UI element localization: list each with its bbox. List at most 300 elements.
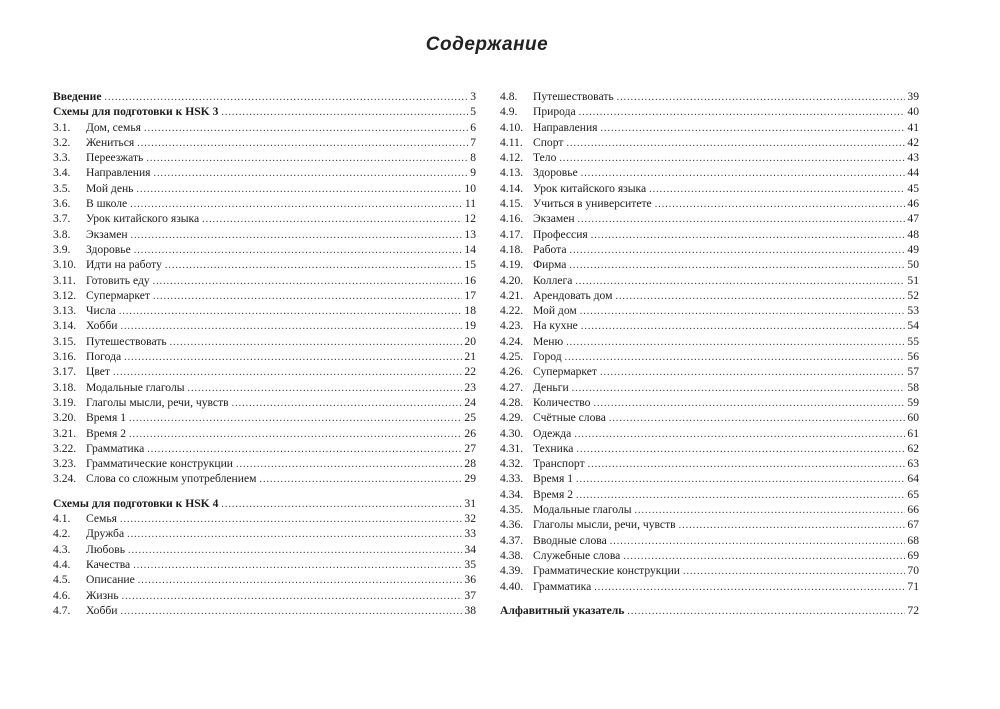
toc-section-page: 31 xyxy=(464,496,476,510)
dot-leader xyxy=(154,166,469,181)
toc-entry-title: Введение xyxy=(53,90,102,103)
toc-entry-title: Грамматические конструкции xyxy=(86,457,234,471)
toc-entry-title: Путешествовать xyxy=(533,90,614,103)
dot-leader xyxy=(153,289,462,304)
toc-entry[interactable] xyxy=(53,426,476,441)
toc-entry-page: 39 xyxy=(907,90,919,103)
dot-leader xyxy=(572,381,906,396)
toc-entry-title: Готовить еду xyxy=(86,273,150,287)
dot-leader xyxy=(601,121,906,136)
dot-leader xyxy=(128,543,462,558)
toc-entry[interactable] xyxy=(500,563,919,578)
toc-hsk3-list xyxy=(53,120,476,487)
toc-entry-number: 4.17. xyxy=(500,227,524,241)
toc-entry[interactable] xyxy=(500,533,919,548)
toc-entry[interactable] xyxy=(53,526,476,541)
toc-entry-number: 4.25. xyxy=(500,350,524,364)
dot-leader xyxy=(133,558,462,573)
toc-entry-number: 4.13. xyxy=(500,166,524,180)
toc-entry-page: 35 xyxy=(464,557,476,571)
toc-entry-title: Урок китайского языка xyxy=(533,181,647,195)
dot-leader xyxy=(566,136,905,151)
toc-hsk4-continued-list xyxy=(500,89,919,594)
toc-entry[interactable] xyxy=(500,135,919,150)
toc-entry-title: Супермаркет xyxy=(533,365,597,379)
toc-section-hsk4[interactable] xyxy=(53,496,476,511)
toc-entry-title: Качества xyxy=(86,557,131,571)
toc-entry-number: 4.6. xyxy=(53,588,71,602)
toc-entry[interactable] xyxy=(53,456,476,471)
toc-entry-number: 3.6. xyxy=(53,197,71,211)
toc-entry[interactable] xyxy=(53,135,476,150)
toc-entry-number: 3.8. xyxy=(53,227,71,241)
toc-entry[interactable] xyxy=(500,181,919,196)
toc-entry-page: 61 xyxy=(907,426,919,440)
toc-entry-title: Любовь xyxy=(86,542,125,556)
dot-leader xyxy=(635,503,906,518)
toc-entry-number: 4.9. xyxy=(500,105,518,119)
dot-leader xyxy=(576,472,905,487)
dot-leader xyxy=(594,580,905,595)
toc-entry-page: 19 xyxy=(464,319,476,333)
toc-entry-title: Дружба xyxy=(86,527,125,541)
toc-entry-page: 29 xyxy=(464,472,476,486)
toc-section-hsk3[interactable] xyxy=(53,104,476,119)
toc-entry-page: 54 xyxy=(907,319,919,333)
dot-leader xyxy=(615,289,905,304)
toc-entry-number: 3.13. xyxy=(53,304,77,318)
toc-entry-title: Направления xyxy=(533,120,598,134)
toc-entry-title: Экзамен xyxy=(533,212,575,226)
dot-leader xyxy=(120,319,462,334)
toc-entry-number: 4.16. xyxy=(500,212,524,226)
toc-entry-title: Учиться в университете xyxy=(533,197,652,211)
toc-entry-page: 6 xyxy=(470,120,476,134)
toc-entry-title: Тело xyxy=(533,151,557,165)
dot-leader xyxy=(610,534,906,549)
dot-leader xyxy=(131,228,463,243)
dot-leader xyxy=(581,166,906,181)
toc-entry-title: Экзамен xyxy=(86,227,128,241)
dot-leader xyxy=(120,604,462,619)
toc-entry-page: 20 xyxy=(464,334,476,348)
toc-entry-page: 56 xyxy=(907,350,919,364)
toc-entry-index[interactable] xyxy=(500,603,919,618)
toc-entry[interactable] xyxy=(53,334,476,349)
toc-entry-title: Деньги xyxy=(533,380,569,394)
toc-entry-title: Одежда xyxy=(533,426,572,440)
toc-entry[interactable] xyxy=(500,334,919,349)
toc-entry-title: Арендовать дом xyxy=(533,288,613,302)
dot-leader xyxy=(113,365,462,380)
toc-entry-number: 3.15. xyxy=(53,334,77,348)
toc-entry-title: Жениться xyxy=(86,135,135,149)
dot-leader xyxy=(127,527,462,542)
dot-leader xyxy=(578,212,906,227)
dot-leader xyxy=(623,549,905,564)
toc-entry-page: 11 xyxy=(464,197,476,211)
toc-entry-number: 3.20. xyxy=(53,411,77,425)
toc-entry-title: Здоровье xyxy=(533,166,578,180)
toc-entry-number: 4.33. xyxy=(500,472,524,486)
toc-entry-title: Время 1 xyxy=(533,472,574,486)
toc-entry-title: Числа xyxy=(86,304,116,318)
toc-entry-page: 10 xyxy=(464,181,476,195)
toc-entry-number: 4.22. xyxy=(500,304,524,318)
toc-entry[interactable] xyxy=(500,227,919,242)
dot-leader xyxy=(130,197,463,212)
toc-entry-number: 3.5. xyxy=(53,181,71,195)
toc-entry-number: 4.28. xyxy=(500,395,524,409)
toc-entry-title: Переезжать xyxy=(86,151,144,165)
toc-entry-title: Глаголы мысли, речи, чувств xyxy=(533,518,676,532)
toc-entry-page: 55 xyxy=(907,334,919,348)
dot-leader xyxy=(566,335,905,350)
toc-entry-title: Профессия xyxy=(533,227,588,241)
toc-entry-page: 69 xyxy=(907,548,919,562)
toc-entry-page: 41 xyxy=(907,120,919,134)
dot-leader xyxy=(593,396,905,411)
toc-section-title: Схемы для подготовки к HSK 4 xyxy=(53,496,219,510)
dot-leader xyxy=(679,518,906,533)
toc-entry[interactable] xyxy=(500,165,919,180)
dot-leader xyxy=(579,105,906,120)
dot-leader xyxy=(581,319,906,334)
toc-entry-page: 13 xyxy=(464,227,476,241)
dot-leader xyxy=(649,182,905,197)
toc-entry-number: 4.35. xyxy=(500,503,524,517)
toc-entry-number: 4.7. xyxy=(53,603,71,617)
toc-entry[interactable] xyxy=(53,303,476,318)
toc-entry-title: Грамматика xyxy=(533,579,592,593)
toc-entry-number: 3.2. xyxy=(53,135,71,149)
dot-leader xyxy=(134,243,463,258)
toc-entry-title: Мой дом xyxy=(533,304,577,318)
toc-entry[interactable] xyxy=(500,273,919,288)
toc-entry-title: Хобби xyxy=(86,603,118,617)
toc-entry-page: 38 xyxy=(464,603,476,617)
toc-entry[interactable] xyxy=(500,380,919,395)
toc-entry-title: Время 2 xyxy=(533,487,574,501)
dot-leader xyxy=(236,457,462,472)
toc-entry-title: Урок китайского языка xyxy=(86,212,200,226)
toc-entry-title: Идти на работу xyxy=(86,258,162,272)
toc-entry[interactable] xyxy=(500,288,919,303)
toc-entry-number: 4.38. xyxy=(500,548,524,562)
toc-entry[interactable] xyxy=(500,471,919,486)
toc-entry-page: 66 xyxy=(907,503,919,517)
dot-leader xyxy=(221,105,468,120)
toc-entry[interactable] xyxy=(53,257,476,272)
toc-entry-title: Вводные слова xyxy=(533,533,607,547)
toc-entry[interactable] xyxy=(53,572,476,587)
dot-leader xyxy=(129,411,462,426)
toc-entry-number: 4.37. xyxy=(500,533,524,547)
toc-entry-title: Фирма xyxy=(533,258,567,272)
toc-entry-title: Здоровье xyxy=(86,242,131,256)
toc-entry[interactable] xyxy=(53,364,476,379)
toc-entry-number: 4.2. xyxy=(53,527,71,541)
toc-entry-title: Природа xyxy=(533,105,576,119)
toc-entry-page: 23 xyxy=(464,380,476,394)
toc-entry-title: Хобби xyxy=(86,319,118,333)
toc-entry-intro[interactable] xyxy=(53,89,476,104)
toc-entry[interactable] xyxy=(53,318,476,333)
toc-entry-page: 48 xyxy=(907,227,919,241)
toc-entry-number: 4.19. xyxy=(500,258,524,272)
toc-entry-number: 4.39. xyxy=(500,564,524,578)
toc-entry-page: 42 xyxy=(907,135,919,149)
toc-entry[interactable] xyxy=(53,557,476,572)
toc-entry-page: 70 xyxy=(907,564,919,578)
toc-entry-number: 4.23. xyxy=(500,319,524,333)
toc-entry-page: 44 xyxy=(907,166,919,180)
toc-entry-page: 65 xyxy=(907,487,919,501)
toc-entry-number: 3.17. xyxy=(53,365,77,379)
toc-entry-title: В школе xyxy=(86,197,128,211)
dot-leader xyxy=(591,228,906,243)
toc-entry-page: 72 xyxy=(907,603,919,617)
dot-leader xyxy=(580,304,906,319)
toc-entry-title: Слова со сложным употреблением xyxy=(86,472,257,486)
toc-entry-number: 4.1. xyxy=(53,512,71,526)
toc-entry[interactable] xyxy=(53,410,476,425)
toc-entry[interactable] xyxy=(53,603,476,618)
toc-entry[interactable] xyxy=(500,456,919,471)
toc-entry-title: Описание xyxy=(86,573,135,587)
toc-entry-page: 22 xyxy=(464,365,476,379)
toc-entry[interactable] xyxy=(53,120,476,135)
dot-leader xyxy=(576,442,905,457)
dot-leader xyxy=(137,136,468,151)
toc-entry[interactable] xyxy=(500,395,919,410)
dot-leader xyxy=(146,151,468,166)
toc-entry[interactable] xyxy=(500,211,919,226)
toc-entry[interactable] xyxy=(500,548,919,563)
dot-leader xyxy=(119,304,463,319)
toc-entry-page: 25 xyxy=(464,411,476,425)
toc-entry[interactable] xyxy=(500,303,919,318)
toc-entry-page: 53 xyxy=(907,304,919,318)
toc-entry-number: 4.15. xyxy=(500,197,524,211)
toc-entry-title: Счётные слова xyxy=(533,411,606,425)
toc-entry-title: Семья xyxy=(86,512,117,526)
toc-entry-number: 3.21. xyxy=(53,426,77,440)
dot-leader xyxy=(129,427,462,442)
toc-entry-page: 43 xyxy=(907,151,919,165)
toc-entry-number: 3.1. xyxy=(53,120,71,134)
toc-entry-title: Мой день xyxy=(86,181,134,195)
dot-leader xyxy=(232,396,463,411)
toc-entry[interactable] xyxy=(53,511,476,526)
toc-entry-number: 3.10. xyxy=(53,258,77,272)
toc-entry-number: 4.8. xyxy=(500,90,518,103)
toc-entry[interactable] xyxy=(53,542,476,557)
toc-entry-number: 4.4. xyxy=(53,557,71,571)
toc-entry-title: Цвет xyxy=(86,365,110,379)
toc-entry[interactable] xyxy=(500,364,919,379)
toc-entry-title: Грамматика xyxy=(86,441,145,455)
toc-entry[interactable] xyxy=(500,349,919,364)
toc-entry-title: Коллега xyxy=(533,273,573,287)
toc-entry-number: 3.3. xyxy=(53,151,71,165)
toc-entry-number: 4.30. xyxy=(500,426,524,440)
toc-entry-title: Работа xyxy=(533,242,567,256)
toc-entry-page: 52 xyxy=(907,288,919,302)
toc-entry-page: 71 xyxy=(907,579,919,593)
toc-entry-title: Погода xyxy=(86,350,122,364)
toc-entry-title: Алфавитный указатель xyxy=(500,603,625,617)
toc-entry-page: 28 xyxy=(464,457,476,471)
toc-entry-title: На кухне xyxy=(533,319,578,333)
toc-entry-title: Направления xyxy=(86,166,151,180)
toc-entry-number: 3.7. xyxy=(53,212,71,226)
toc-entry-number: 3.23. xyxy=(53,457,77,471)
toc-entry[interactable] xyxy=(500,196,919,211)
toc-entry-page: 40 xyxy=(907,105,919,119)
toc-entry-number: 4.29. xyxy=(500,411,524,425)
toc-entry-title: Техника xyxy=(533,441,574,455)
toc-entry-number: 3.18. xyxy=(53,380,77,394)
toc-entry[interactable] xyxy=(500,257,919,272)
toc-entry-page: 3 xyxy=(470,90,476,103)
toc-entry[interactable] xyxy=(500,426,919,441)
toc-entry[interactable] xyxy=(53,242,476,257)
toc-entry[interactable] xyxy=(53,349,476,364)
toc-entry[interactable] xyxy=(53,165,476,180)
toc-entry[interactable] xyxy=(500,410,919,425)
toc-entry-number: 4.24. xyxy=(500,334,524,348)
toc-entry[interactable] xyxy=(53,211,476,226)
dot-leader xyxy=(565,350,906,365)
toc-entry-number: 4.32. xyxy=(500,457,524,471)
toc-entry-page: 18 xyxy=(464,304,476,318)
toc-entry-number: 4.40. xyxy=(500,579,524,593)
toc-entry-title: Путешествовать xyxy=(86,334,167,348)
toc-entry-page: 9 xyxy=(470,166,476,180)
toc-entry-page: 68 xyxy=(907,533,919,547)
toc-entry[interactable] xyxy=(500,579,919,594)
toc-entry[interactable] xyxy=(53,150,476,165)
toc-entry-number: 4.18. xyxy=(500,242,524,256)
dot-leader xyxy=(574,427,905,442)
toc-entry-title: Жизнь xyxy=(86,588,119,602)
dot-leader xyxy=(559,151,905,166)
toc-entry-page: 26 xyxy=(464,426,476,440)
toc-entry[interactable] xyxy=(500,318,919,333)
toc-entry-number: 3.4. xyxy=(53,166,71,180)
toc-entry-number: 3.24. xyxy=(53,472,77,486)
toc-entry[interactable] xyxy=(500,120,919,135)
dot-leader xyxy=(609,411,906,426)
toc-right-column xyxy=(500,89,919,618)
toc-entry-page: 50 xyxy=(907,258,919,272)
toc-entry-number: 4.3. xyxy=(53,542,71,556)
toc-entry-number: 4.11. xyxy=(500,135,523,149)
toc-entry-page: 33 xyxy=(464,527,476,541)
toc-entry-title: Время 2 xyxy=(86,426,127,440)
toc-entry-page: 7 xyxy=(470,135,476,149)
toc-entry-page: 27 xyxy=(464,441,476,455)
toc-entry[interactable] xyxy=(53,471,476,486)
toc-entry-page: 17 xyxy=(464,288,476,302)
dot-leader xyxy=(202,212,462,227)
dot-leader xyxy=(588,457,906,472)
toc-entry-title: Количество xyxy=(533,395,591,409)
toc-entry-number: 3.9. xyxy=(53,242,71,256)
dot-leader xyxy=(144,121,468,136)
toc-entry-page: 49 xyxy=(907,242,919,256)
toc-entry-page: 8 xyxy=(470,151,476,165)
dot-leader xyxy=(259,472,462,487)
toc-entry-title: Глаголы мысли, речи, чувств xyxy=(86,395,229,409)
toc-entry-number: 4.14. xyxy=(500,181,524,195)
dot-leader xyxy=(576,488,905,503)
toc-entry-number: 4.20. xyxy=(500,273,524,287)
toc-entry-number: 4.12. xyxy=(500,151,524,165)
toc-entry[interactable] xyxy=(53,288,476,303)
toc-entry[interactable] xyxy=(53,227,476,242)
toc-entry[interactable] xyxy=(53,196,476,211)
dot-leader xyxy=(627,604,905,619)
toc-entry[interactable] xyxy=(500,104,919,119)
toc-entry-page: 16 xyxy=(464,273,476,287)
toc-entry[interactable] xyxy=(500,517,919,532)
toc-section-title: Схемы для подготовки к HSK 3 xyxy=(53,105,219,119)
toc-entry-page: 32 xyxy=(464,512,476,526)
toc-entry-title: Время 1 xyxy=(86,411,127,425)
dot-leader xyxy=(105,90,469,105)
toc-entry-page: 64 xyxy=(907,472,919,486)
toc-entry[interactable] xyxy=(53,273,476,288)
toc-entry-title: Дом, семья xyxy=(86,120,142,134)
toc-entry[interactable] xyxy=(500,502,919,517)
toc-entry[interactable] xyxy=(500,89,919,104)
toc-entry-page: 34 xyxy=(464,542,476,556)
toc-entry[interactable] xyxy=(53,395,476,410)
dot-leader xyxy=(569,258,905,273)
toc-entry-number: 3.14. xyxy=(53,319,77,333)
toc-entry-title: Меню xyxy=(533,334,564,348)
toc-entry[interactable] xyxy=(53,441,476,456)
dot-leader xyxy=(221,497,462,512)
dot-leader xyxy=(138,573,463,588)
toc-entry-page: 15 xyxy=(464,258,476,272)
toc-entry[interactable] xyxy=(500,441,919,456)
toc-entry-page: 24 xyxy=(464,395,476,409)
toc-entry-number: 4.10. xyxy=(500,120,524,134)
dot-leader xyxy=(655,197,906,212)
toc-entry-page: 47 xyxy=(907,212,919,226)
dot-leader xyxy=(188,381,463,396)
toc-entry-number: 4.31. xyxy=(500,441,524,455)
toc-left-column xyxy=(53,89,476,618)
toc-entry-number: 3.19. xyxy=(53,395,77,409)
toc-entry[interactable] xyxy=(500,242,919,257)
toc-section-page: 5 xyxy=(470,105,476,119)
toc-entry[interactable] xyxy=(53,181,476,196)
toc-entry[interactable] xyxy=(500,487,919,502)
toc-entry[interactable] xyxy=(53,380,476,395)
toc-entry[interactable] xyxy=(53,588,476,603)
toc-entry-number: 3.12. xyxy=(53,288,77,302)
toc-entry-page: 36 xyxy=(464,573,476,587)
toc-entry-number: 4.26. xyxy=(500,365,524,379)
toc-entry-number: 4.27. xyxy=(500,380,524,394)
toc-entry[interactable] xyxy=(500,150,919,165)
dot-leader xyxy=(153,274,463,289)
toc-entry-title: Грамматические конструкции xyxy=(533,564,681,578)
